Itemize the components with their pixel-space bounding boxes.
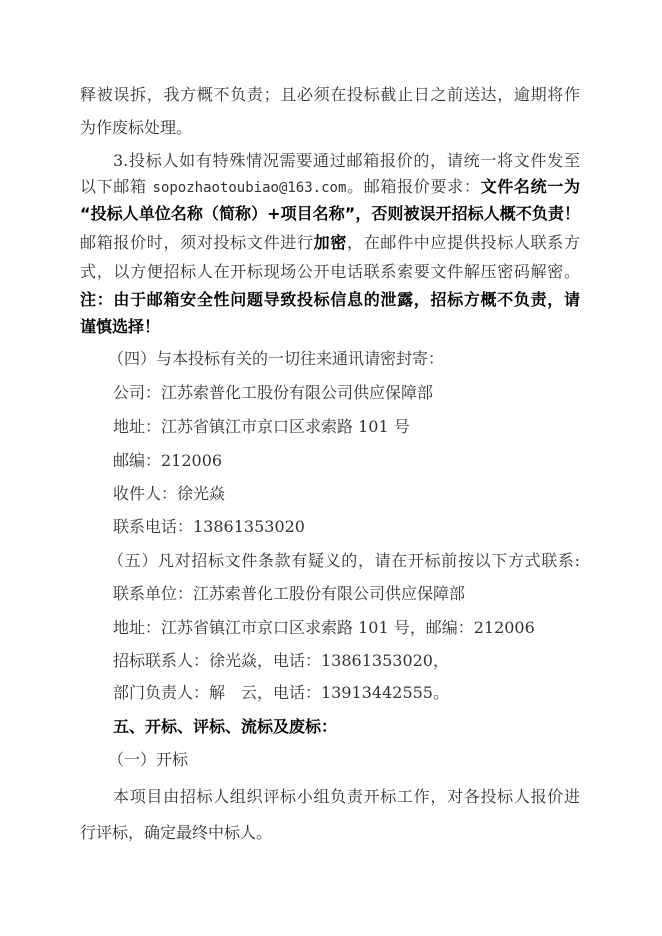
text-line	[113, 584, 580, 604]
text-line	[80, 823, 580, 843]
text-line	[108, 750, 580, 770]
text-line	[80, 204, 580, 224]
bold-text: “投标人单位名称（简称）+项目名称”，否则被误开招标人概不负责！	[80, 204, 580, 223]
text-line	[113, 683, 580, 703]
text-segment: 3.投标人如有特殊情况需要通过邮箱报价的，请统一将文件发至	[113, 151, 580, 170]
text-segment: 地址：江苏省镇江市京口区求索路 101 号	[113, 417, 410, 436]
bold-text: 文件名统一为	[480, 177, 580, 196]
text-segment: 式，以方便招标人在开标现场公开电话联系索要文件解压密码解密。	[80, 262, 580, 281]
text-segment: 以下邮箱	[80, 177, 153, 196]
text-line	[113, 651, 580, 671]
text-segment: 释被误拆，我方概不负责；且必须在投标截止日之前送达，逾期将作	[80, 85, 580, 104]
email-address: sopozhaotoubiao@163.com	[152, 180, 347, 196]
text-segment: 招标联系人：徐光焱，电话：13861353020，	[113, 651, 449, 670]
text-line	[80, 262, 580, 282]
text-line	[113, 417, 580, 437]
text-segment: 联系电话：13861353020	[113, 517, 305, 536]
bold-text: 五、开标、评标、流标及废标：	[113, 717, 338, 736]
text-segment: （一）开标	[108, 750, 189, 769]
text-segment: （四）与本投标有关的一切往来通讯请密封寄：	[108, 349, 445, 368]
text-segment: 为作废标处理。	[80, 118, 193, 137]
text-line	[113, 618, 580, 638]
text-segment: 行评标，确定最终中标人。	[80, 823, 273, 842]
text-line	[113, 451, 580, 471]
text-line	[80, 233, 580, 253]
text-line	[113, 151, 580, 171]
bold-text: 加密	[313, 233, 348, 252]
bold-text: 注：由于邮箱安全性问题导致投标信息的泄露，招标方概不负责，请	[80, 290, 580, 309]
text-line	[108, 551, 580, 571]
text-segment: ，在邮件中应提供投标人联系方	[347, 233, 580, 252]
text-segment: （五）凡对招标文件条款有疑义的，请在开标前按以下方式联系:	[108, 551, 580, 570]
text-line	[113, 484, 580, 504]
text-segment: 公司：江苏索普化工股份有限公司供应保障部	[113, 383, 434, 402]
text-segment: 邮编：212006	[113, 451, 223, 470]
text-line	[108, 349, 580, 369]
text-line	[80, 85, 580, 105]
text-line	[113, 517, 580, 537]
text-segment: 。邮箱报价要求：	[346, 177, 481, 196]
bold-text: 谨慎选择！	[80, 317, 161, 336]
text-segment: 收件人：徐光焱	[113, 484, 226, 503]
text-line	[113, 787, 580, 807]
text-segment: 地址：江苏省镇江市京口区求索路 101 号，邮编：212006	[113, 618, 535, 637]
text-line	[80, 177, 580, 198]
text-line	[113, 717, 580, 737]
text-segment: 邮箱报价时，须对投标文件进行	[80, 233, 314, 252]
text-segment: 联系单位：江苏索普化工股份有限公司供应保障部	[113, 584, 466, 603]
text-line	[113, 383, 580, 403]
text-line	[80, 317, 580, 337]
text-segment: 部门负责人：解 云，电话：13913442555。	[113, 683, 449, 702]
text-segment: 本项目由招标人组织评标小组负责开标工作，对各投标人报价进	[113, 787, 580, 806]
text-line	[80, 118, 580, 138]
text-line	[80, 290, 580, 310]
